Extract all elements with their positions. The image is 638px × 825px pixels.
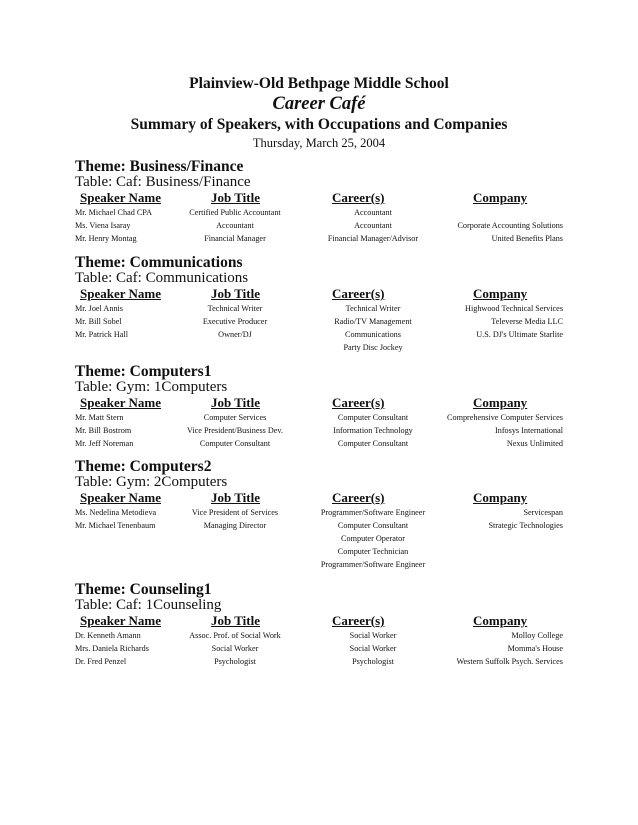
speaker-name: Dr. Fred Penzel (75, 657, 127, 666)
company: Highwood Technical Services (465, 304, 563, 313)
company: United Benefits Plans (491, 234, 563, 243)
job-title: Owner/DJ (218, 330, 252, 339)
column-header-career: Career(s) (332, 190, 385, 205)
speaker-row (75, 330, 575, 343)
speaker-row (75, 304, 575, 317)
career: Programmer/Software Engineer (320, 508, 426, 517)
column-header-job: Job Title (211, 190, 261, 205)
speaker-row-continuation (75, 547, 575, 560)
company: Momma's House (507, 644, 563, 653)
speaker-name: Mr. Bill Sobel (75, 317, 122, 326)
company: Comprehensive Computer Services (447, 413, 563, 422)
speaker-rows (75, 631, 575, 670)
job-title: Vice President of Services (191, 508, 279, 517)
column-header-speaker: Speaker Name (80, 490, 162, 505)
speaker-row (75, 426, 575, 439)
job-title: Financial Manager (204, 234, 266, 243)
column-header-company: Company (473, 286, 528, 301)
speaker-row-continuation (75, 560, 575, 573)
column-header-career: Career(s) (332, 286, 385, 301)
company: Strategic Technologies (488, 521, 563, 530)
column-header-career: Career(s) (332, 490, 385, 505)
company: Televerse Media LLC (491, 317, 563, 326)
job-title: Social Worker (211, 644, 259, 653)
speaker-name: Mr. Matt Stern (75, 413, 124, 422)
career: Computer Consultant (337, 439, 409, 448)
column-header-job: Job Title (211, 490, 261, 505)
column-header-company: Company (473, 190, 528, 205)
theme-title: Theme: Communications (75, 254, 243, 271)
speaker-rows (75, 413, 575, 452)
career: Computer Operator (341, 534, 405, 543)
speaker-rows (75, 208, 575, 247)
speaker-name: Mr. Michael Chad CPA (75, 208, 153, 217)
company: U.S. DJ's Ultimate Starlite (476, 330, 563, 339)
job-title: Executive Producer (202, 317, 268, 326)
speaker-row (75, 521, 575, 534)
company: Corporate Accounting Solutions (457, 221, 563, 230)
speaker-rows (75, 304, 575, 356)
job-title: Assoc. Prof. of Social Work (189, 631, 281, 640)
speaker-name: Mr. Michael Tenenbaum (75, 521, 156, 530)
column-header-speaker: Speaker Name (80, 190, 162, 205)
career: Social Worker (349, 644, 397, 653)
table-location: Table: Caf: 1Counseling (75, 597, 222, 613)
career: Financial Manager/Advisor (327, 234, 419, 243)
speaker-name: Mr. Jeff Noreman (75, 439, 134, 448)
speaker-name: Mrs. Daniela Richards (75, 644, 149, 653)
speaker-rows (75, 508, 575, 573)
career: Social Worker (349, 631, 397, 640)
table-location: Table: Caf: Business/Finance (75, 174, 251, 190)
speaker-row (75, 317, 575, 330)
company: Molloy College (511, 631, 563, 640)
theme-title: Theme: Counseling1 (75, 581, 212, 598)
speaker-row (75, 508, 575, 521)
theme-title: Theme: Computers1 (75, 363, 212, 380)
career: Accountant (354, 208, 392, 217)
speaker-name: Mr. Henry Montag (75, 234, 137, 243)
table-location: Table: Caf: Communications (75, 270, 249, 286)
job-title: Technical Writer (207, 304, 263, 313)
job-title: Computer Services (203, 413, 267, 422)
career: Radio/TV Management (334, 317, 412, 326)
career: Programmer/Software Engineer (320, 560, 426, 569)
job-title: Accountant (216, 221, 254, 230)
job-title: Certified Public Accountant (189, 208, 281, 217)
speaker-row (75, 234, 575, 247)
career: Computer Technician (337, 547, 409, 556)
column-header-company: Company (473, 490, 528, 505)
company: Infosys International (495, 426, 563, 435)
document-subtitle: Summary of Speakers, with Occupations and Companies (130, 116, 508, 133)
job-title: Computer Consultant (199, 439, 271, 448)
theme-title: Theme: Business/Finance (75, 158, 244, 175)
column-header-company: Company (473, 613, 528, 628)
column-header-company: Company (473, 395, 528, 410)
table-location: Table: Gym: 1Computers (75, 379, 228, 395)
career: Technical Writer (345, 304, 401, 313)
column-header-speaker: Speaker Name (80, 286, 162, 301)
column-header-career: Career(s) (332, 395, 385, 410)
job-title: Psychologist (214, 657, 256, 666)
company: Western Suffolk Psych. Services (456, 657, 563, 666)
theme-title: Theme: Computers2 (75, 458, 212, 475)
speaker-row (75, 644, 575, 657)
speaker-row (75, 631, 575, 644)
speaker-name: Mr. Joel Annis (75, 304, 123, 313)
event-title: Career Café (272, 94, 366, 114)
speaker-name: Ms. Viena Isaray (75, 221, 131, 230)
company: Nexus Unlimited (506, 439, 563, 448)
speaker-row (75, 208, 575, 221)
speaker-row-continuation (75, 534, 575, 547)
speaker-name: Dr. Kenneth Amann (75, 631, 141, 640)
career: Computer Consultant (337, 413, 409, 422)
speaker-row (75, 413, 575, 426)
career: Information Technology (333, 426, 413, 435)
speaker-row (75, 221, 575, 234)
job-title: Managing Director (203, 521, 267, 530)
company: Servicespan (523, 508, 563, 517)
speaker-row (75, 439, 575, 452)
speaker-row-continuation (75, 343, 575, 356)
career: Psychologist (352, 657, 394, 666)
column-header-speaker: Speaker Name (80, 395, 162, 410)
career: Accountant (354, 221, 392, 230)
career: Party Disc Jockey (343, 343, 403, 352)
table-location: Table: Gym: 2Computers (75, 474, 228, 490)
speaker-name: Mr. Bill Bostrom (75, 426, 132, 435)
column-header-job: Job Title (211, 395, 261, 410)
speaker-name: Mr. Patrick Hall (75, 330, 128, 339)
career: Communications (345, 330, 401, 339)
event-date: Thursday, March 25, 2004 (252, 136, 386, 150)
column-header-job: Job Title (211, 286, 261, 301)
school-name: Plainview-Old Bethpage Middle School (189, 75, 449, 92)
career: Computer Consultant (337, 521, 409, 530)
speaker-row (75, 657, 575, 670)
job-title: Vice President/Business Dev. (186, 426, 284, 435)
column-header-job: Job Title (211, 613, 261, 628)
column-header-speaker: Speaker Name (80, 613, 162, 628)
column-header-career: Career(s) (332, 613, 385, 628)
speaker-name: Ms. Nedelina Metodieva (75, 508, 157, 517)
